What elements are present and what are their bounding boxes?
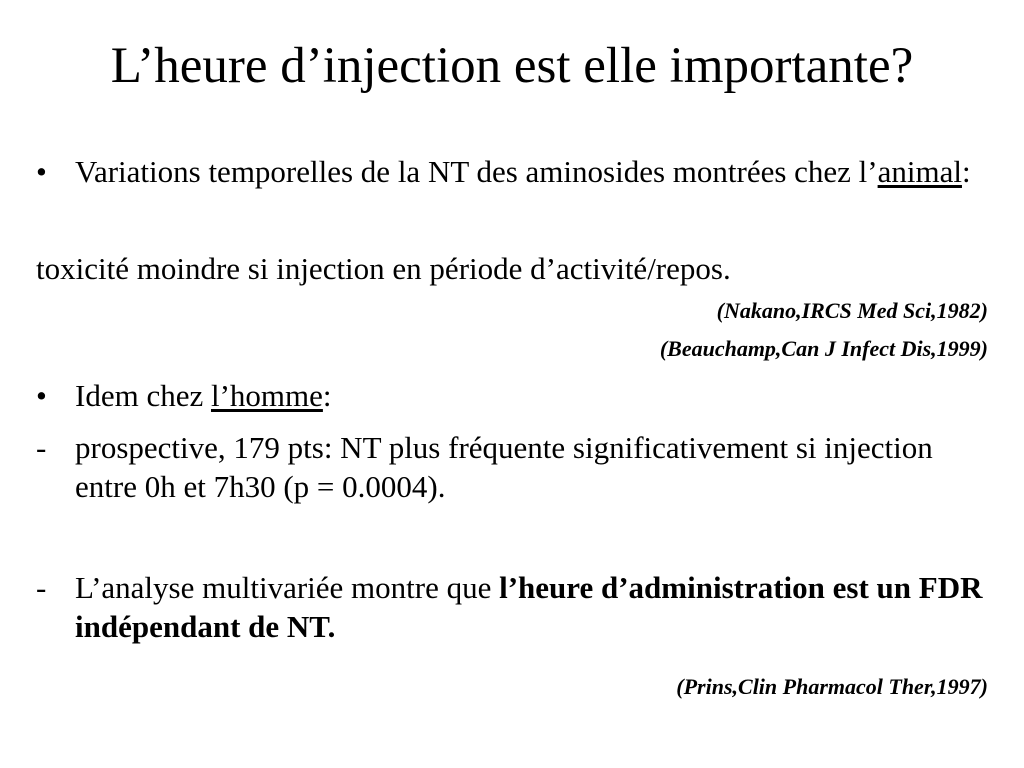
dash-multivariate-text — [75, 568, 994, 646]
citation-prins: (Prins,Clin Pharmacol Ther,1997) — [676, 674, 988, 699]
bullet-human-colon: : — [322, 378, 332, 413]
citation-beauchamp: (Beauchamp,Can J Infect Dis,1999) — [659, 336, 988, 361]
underlined-human: l’homme — [210, 378, 323, 413]
bullet-marker: • — [36, 378, 47, 413]
bullet-human — [36, 376, 994, 415]
bullet-animal-text — [75, 152, 994, 191]
bullet-animal-text-start: Variations temporelles de la NT des aminosides montrées chez l’ — [75, 154, 878, 189]
dash-multivariate — [36, 568, 994, 646]
dash-marker: - — [36, 570, 47, 605]
dash-marker: - — [36, 430, 47, 465]
toxicity-line: toxicité moindre si injection en période d’activité/repos. — [36, 251, 731, 286]
underlined-animal: animal — [877, 154, 962, 189]
bullet-animal-colon: : — [961, 154, 971, 189]
bullet-animal — [36, 152, 994, 191]
slide-title: L’heure d’injection est elle importante? — [110, 38, 914, 94]
bullet-human-text-start: Idem chez — [75, 378, 211, 413]
dash-multivariate-text-start: L’analyse multivariée montre que — [75, 570, 500, 605]
bullet-human-text — [75, 376, 994, 415]
dash-prospective-text: prospective, 179 pts: NT plus fréquente significativement si injection entre 0h et 7h30 (p = 0.0004). — [75, 430, 933, 504]
bold-conclusion: l’heure d’administration est un FDR indépendant de NT. — [75, 570, 983, 644]
citation-nakano: (Nakano,IRCS Med Sci,1982) — [716, 298, 988, 323]
dash-prospective — [36, 428, 994, 506]
bullet-marker: • — [36, 154, 47, 189]
